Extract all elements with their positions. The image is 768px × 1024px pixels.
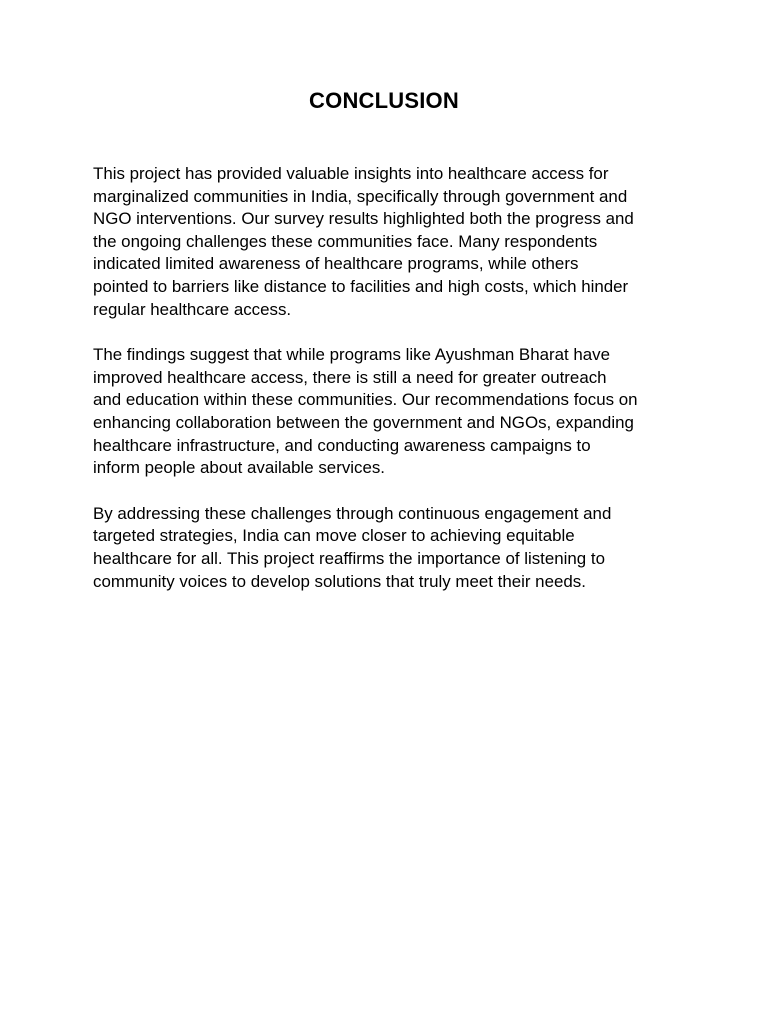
paragraph-3: By addressing these challenges through continuous engagement and targeted strategies, India can move closer to achieving equitable healthcare for all. This project reaffirms the importance of listening to community voices to develop solutions that truly meet their needs. xyxy=(93,503,612,591)
paragraph-1: This project has provided valuable insights into healthcare access for marginalized communities in India, specifically through government and NGO interventions. Our survey results highlighted both the progress and the ongoing challenges these communities face. Many respondents indicated limited awareness of healthcare programs, while others pointed to barriers like distance to facilities and high costs, which hinder regular healthcare access. xyxy=(93,164,634,319)
paragraph-2: The findings suggest that while programs like Ayushman Bharat have improved healthcare access, there is still a need for greater outreach and education within these communities. Our recommendations focus on enhancing collaboration between the government and NGOs, expanding healthcare infrastructure, and conducting awareness campaigns to inform people about available services. xyxy=(93,345,638,478)
page-title: CONCLUSION xyxy=(309,88,459,113)
document-body xyxy=(93,163,693,616)
